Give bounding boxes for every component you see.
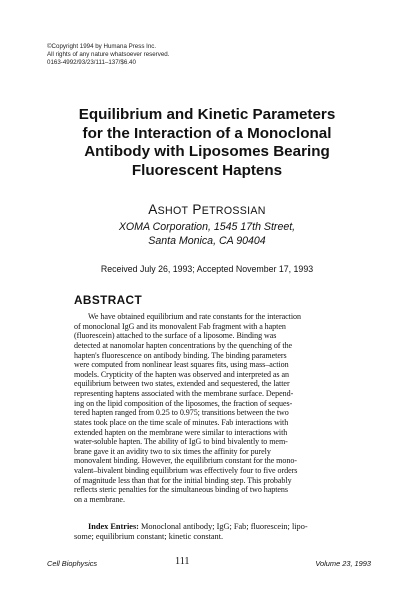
index-line <box>74 522 368 532</box>
abstract-line: representing haptens associated with the membrane surface. Depend- <box>74 389 294 398</box>
title-line: for the Interaction of a Monoclonal <box>82 124 332 142</box>
abstract-line: hapten's fluorescence on antibody binding. The binding parameters <box>74 350 287 360</box>
abstract-line: of monoclonal IgG and its monovalent Fab fragment with a hapten <box>74 321 286 331</box>
copyright-notice <box>47 43 377 67</box>
journal-name: Cell Biophysics <box>47 559 98 568</box>
volume-info: Volume 23, 1993 <box>315 559 371 568</box>
abstract-line: We have obtained equilibrium and rate constants for the interaction <box>88 312 301 321</box>
abstract-line: on a membrane. <box>74 494 125 504</box>
affiliation-line: Santa Monica, CA 90404 <box>148 234 266 247</box>
abstract-text <box>74 312 368 505</box>
page-footer <box>47 556 371 570</box>
abstract-line: states took place on the time scale of minutes. Fab interactions with <box>74 417 289 427</box>
abstract-line: brane gave it an avidity two to six times the affinity for purely <box>74 446 271 456</box>
author-first-rest: SHOT <box>157 205 189 217</box>
abstract-line: extended hapten on the membrane were similar to interactions with <box>74 427 288 437</box>
author-first-initial: A <box>148 202 158 217</box>
index-entries <box>74 522 368 542</box>
author-affiliation <box>40 221 374 248</box>
abstract-line: reflects steric penalties for the simultaneous binding of two haptens <box>74 485 288 495</box>
abstract-line: tered hapten ranged from 0.25 to 0.975; transitions between the two <box>74 408 289 418</box>
abstract-line: models. Crypticity of the hapten was observed and interpreted as an <box>74 369 289 379</box>
abstract-line: of magnitude less than that for the initial binding step. This probably <box>74 475 292 485</box>
affiliation-line: XOMA Corporation, 1545 17th Street, <box>118 221 296 233</box>
abstract-line: (fluorescein) attached to the surface of a liposome. Binding was <box>74 331 277 341</box>
author-last-rest: ETROSSIAN <box>201 205 266 217</box>
index-line: some; equilibrium constant; kinetic constant. <box>74 532 224 541</box>
index-entries-text: Monoclonal antibody; IgG; Fab; fluorescein; lipo- <box>138 522 308 531</box>
copyright-line: ©Copyright 1994 by Humana Press Inc. <box>47 43 157 50</box>
issn-line: 0163-4992/93/23/111–137/$6.40 <box>47 59 136 66</box>
author-last-initial: P <box>192 202 202 217</box>
abstract-line: detected at nanomolar hapten concentrations by the quenching of the <box>74 340 293 350</box>
abstract-line: monovalent binding. However, the equilibrium constant for the mono- <box>74 456 297 466</box>
abstract-line: ing on the lipid composition of the liposomes, the fraction of seques- <box>74 398 293 408</box>
abstract-line: were computed from nonlinear least squares fits, using mass–action <box>74 360 289 370</box>
title-line: Antibody with Liposomes Bearing <box>84 143 330 161</box>
abstract-line: equilibrium between two states, extended and sequestered, the latter <box>74 379 290 389</box>
title-line: Equilibrium and Kinetic Parameters <box>78 106 336 123</box>
page-number: 111 <box>175 556 190 567</box>
abstract-heading: ABSTRACT <box>74 293 143 307</box>
index-entries-label: Index Entries: <box>88 522 139 531</box>
abstract-line: valent–bivalent binding equilibrium was effectively four to five orders <box>74 466 298 475</box>
author-name <box>40 202 374 217</box>
received-dates: Received July 26, 1993; Accepted November 17, 1993 <box>100 264 314 274</box>
rights-line: All rights of any nature whatsoever reserved. <box>47 51 170 58</box>
paper-title <box>40 106 374 180</box>
title-line: Fluorescent Haptens <box>131 161 283 179</box>
abstract-line: water-soluble hapten. The ability of IgG to bind bivalently to mem- <box>74 437 288 447</box>
